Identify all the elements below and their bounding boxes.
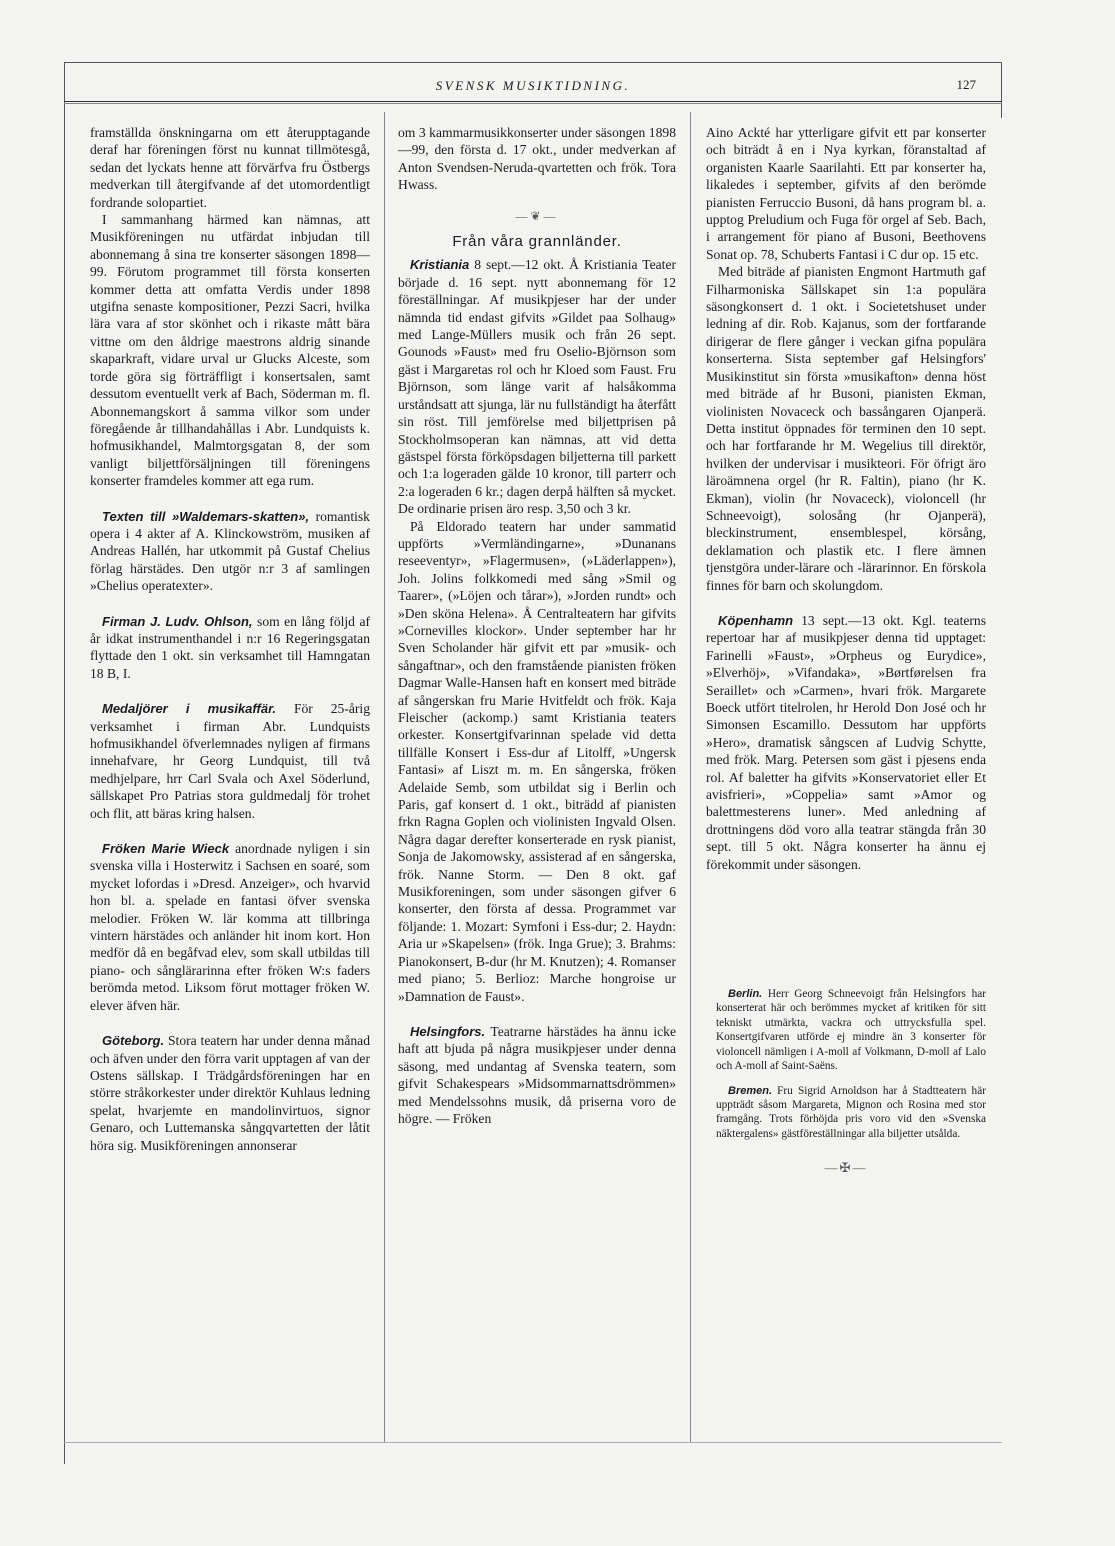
header-rule xyxy=(64,101,1002,102)
paragraph-lead: Texten till »Waldemars-skatten», xyxy=(102,508,310,524)
paragraph: Med biträde af pianisten Engmont Hartmuth gaf Filharmoniska Sällskapet sin 1:a populära säsongkonsert d. 1 okt. i Societetshuset under ledning af dir. Rob. Kajanus, som der fortfarande dirigerar de flere gånger i veckan gifna populära konserterna. Sista september gaf Helsingfors' Musikinstitut sin första »musikafton» denna höst med biträde af hr Busoni, pianisten Ekman, violinisten Novaceck och bassångaren Ojanperä. Detta institut öppnades för terminen den 10 sept. och har fortfarande hr M. Wegelius till direktör, hvilken der undervisar i musikteori. För öfrigt äro läroämnena orgel (hr R. Faltin), piano (hr K. Ekman), violin (hr Novaceck), violoncell (hr Schneevoigt), solosång (hr Ojanperä), bleckinstrument, ensemblespel, körsång, deklamation och plastik etc. I flere ämnen tjenstgöra under-lärare och -lärarinnor. En förskola finnes för barn och skolungdom. xyxy=(706,264,986,593)
paragraph: Helsingfors. Teatrarne härstädes ha ännu icke haft att bjuda på några musikpjeser under denna säsong, med undantag af Svenska teatern, som gifvit Schakespears »Midsommarnattsdrömmen» med Mendelssohns musik, då priserna voro de högre. — Fröken xyxy=(398,1023,676,1126)
paragraph: Aino Ackté har ytterligare gifvit ett par konserter och biträdt å en i Nya kyrkan, föranstaltad af organisten Kaarle Saarilahti. Ett par konserter ha, likaledes i september, gifvits af den berömde pianisten Ferruccio Busoni, då hans program bl. a. upptog Preludium och Fuga för orgel af Seb. Bach, i arrangement för piano af Busoni, Beethovens Sonat op. 78, Schuberts Fantasi i C dur op. 15 etc. xyxy=(706,125,986,262)
ornament-divider: —✠— xyxy=(824,1160,868,1176)
paragraph: Texten till »Waldemars-skatten», romantisk opera i 4 akter af A. Klinckowström, musiken af Andreas Hallén, har utkommit på Gustaf Chelius förlag härstädes. Den utgör n:r 3 af samlingen »Chelius operatexter». xyxy=(90,508,370,594)
paragraph: Firman J. Ludv. Ohlson, som en lång följd af år idkat instrumenthandel i n:r 16 Regeringsgatan flyttade den 1 okt. sin verksamhet till Hamngatan 18 B, I. xyxy=(90,613,371,681)
frame-top-rule xyxy=(64,62,1002,63)
section-heading: Från våra grannländer. xyxy=(452,233,622,251)
column-1 xyxy=(90,124,370,1154)
column-rule-1 xyxy=(384,112,385,1442)
paragraph: Medaljörer i musikaffär. För 25-årig verksamhet i firman Abr. Lundquists hofmusikhandel öfverlemnades nyligen af firmans innehafvare, hr Georg Lundquist, till två medhjelpare, hrr Carl Svala och Axel Söderlund, sällskapet Pro Patrias stora guldmedalj för trohet och flit, att bäras kring halsen. xyxy=(90,701,370,821)
paragraph: Bremen. Fru Sigrid Arnoldson har å Stadtteatern här uppträdt såsom Margareta, Mignon och Rosina med stor framgång. Trots förhöjda pris voro vid den »Svenska näktergalens» gästföreställningar alla biljetter utsålda. xyxy=(716,1084,986,1140)
journal-title: SVENSK MUSIKTIDNING. xyxy=(435,78,631,93)
column-rule-2 xyxy=(690,112,691,1442)
frame-left-rule xyxy=(64,62,65,1464)
paragraph-lead: Fröken Marie Wieck xyxy=(102,841,230,857)
paragraph: Berlin. Herr Georg Schneevoigt från Helsingfors har konserterat här och berömmes mycket af kritiken för sitt tekniskt utmärkta, vackra och uttrycksfulla spel. Konsertgifvaren utförde ej mindre än 3 konserter för violoncell nämligen i A-moll af Volkmann, D-moll af Lalo och A-moll af Saint-Saëns. xyxy=(716,988,986,1073)
paragraph-lead: Helsingfors. xyxy=(410,1023,486,1039)
paragraph-lead: Kristiania xyxy=(410,257,470,273)
paragraph-lead: Firman J. Ludv. Ohlson, xyxy=(102,613,253,629)
column-2 xyxy=(398,124,676,1127)
small-notice-bremen xyxy=(716,1084,986,1142)
paragraph-lead: Köpenhamn xyxy=(718,612,794,628)
bottom-rule xyxy=(64,1442,1002,1443)
paragraph-lead: Göteborg. xyxy=(102,1033,165,1049)
paragraph: Köpenhamn 13 sept.—13 okt. Kgl. teaterns repertoar har af musikpjeser denna tid upptaget: Farinelli »Faust», »Orpheus og Eurydice», »Elverhöj», »Vifandaka», »Børtførelsen fra Seraillet» och »Carmen», hvari frök. Margarete Boeck utfört titelrolen, hr Herold Don José och hr Simonsen Escamillo. Dessutom har uppförts »Hero», dramatisk sångscen af Ludvig Schytte, med frök. Marg. Petersen som gäst i pjesens enda rol. Af baletter ha gifvits »Konservatoriet eller Et avisfrieri», »Coppelia» samt »Amor og balettmesterens luner». Med anledning af drottningens död voro alla teatrar stängda från 30 sept. till 5 okt. Några konserter ha ännu ej förekommit under säsongen. xyxy=(706,612,986,872)
running-header xyxy=(64,74,1002,98)
header-rule-thin xyxy=(64,103,1002,104)
paragraph: På Eldorado teatern har under sammatid uppförts »Vermländingarne», »Dunanans reseeventyr», »Flagermusen», (»Läderlappen»), Joh. Jolins folkkomedi med sång »Smil og Taarer», (»Löjen och tårar»), »Jorden rundt» och »Den sköna Helena». Å Centralteatern har gifvits »Cornevilles klockor». Under september har hr Sven Scholander här gifvit ett par »musik- och sångaftnar», och den framstående pianisten fröken Dagmar Walle-Hansen haft en konsert med biträde af sångerskan fru Marie Hvitfeldt och frök. Kaja Fleischer (ackomp.) samt Kristiania teaters orkester. Konsertgifvarinnan spelade vid detta tillfälle Konsert i Ess-dur af Litolff, »Ungersk Fantasi» af Liszt m. m. En sångerska, fröken Adelaide Semb, som utbildat sig i Berlin och Paris, gaf konsert d. 1 okt., biträdd af pianisten frkn Ragna Goplen och violinisten Ingvald Olsen. Några dagar derefter konserterade en rysk pianist, Sonja de Jakomowsky, assisterad af en sångerska, frök. Nanne Storm. — Den 8 okt. gaf Musikforeningen, som under säsongen gifver 6 konserter, den första af dessa. Programmet var följande: 1. Mozart: Symfoni i Ess-dur; 2. Haydn: Aria ur »Skapelsen» (frök. Inga Grue); 3. Brahms: Pianokonsert, B-dur (hr M. Knutzen); 4. Romanser med piano; 5. Berlioz: Marche hongroise ur »Damnation de Faust». xyxy=(398,518,676,1004)
ornament-divider: —❦— xyxy=(515,208,559,223)
paragraph-lead: Bremen. xyxy=(728,1084,773,1097)
page-number: 127 xyxy=(956,77,976,92)
paragraph: Göteborg. Stora teatern har under denna månad och äfven under den förra varit upptagen af van der Ostens sällskap. I Trädgårdsföreningen har en större stråkorkester under direktör Kuhlaus ledning spelat, hvarjemte en mandolinvirtuos, signor Genaro, och Luttemanska sångqvartetten der låtit höra sig. Musikföreningen annonserar xyxy=(90,1033,370,1153)
small-notice-berlin xyxy=(716,987,986,1073)
paragraph: Fröken Marie Wieck anordnade nyligen i sin svenska villa i Hosterwitz i Sachsen en soaré, som mycket lofordas i »Dresd. Anzeiger», och hvarvid hon bl. a. spelade en fantasi öfver svenska melodier. Fröken W. lär komma att tillbringa vintern härstädes och anländer hit inom kort. Hon medför då en begåfvad elev, som skall utbildas till piano- och sånglärarinna efter fröken W:s faders berömda metod. Liksom förut mottager fröken W. elever äfven här. xyxy=(90,841,371,1013)
column-3 xyxy=(706,124,986,1177)
paragraph: framställda önskningarna om ett återupptagande deraf har föreningen först nu kunnat tillmötesgå, sedan det lyckats henne att förvärfva fru Östbergs medverkan till återgifvande af det utomordentligt fordrande solopartiet. xyxy=(90,125,370,210)
paragraph-lead: Medaljörer i musikaffär. xyxy=(102,701,277,717)
paragraph: om 3 kammarmusikkonserter under säsongen 1898—99, den första d. 17 okt., under medverkan af Anton Svendsen-Neruda-qvartetten och frök. Tora Hwass. xyxy=(398,125,676,193)
paragraph: I sammanhang härmed kan nämnas, att Musikföreningen nu utfärdat inbjudan till abonnemang å sina tre konserter säsongen 1898—99. Förutom programmet till första konserten kommer detta att omfatta Verdis under 1898 utgifna senaste kompositioner, Pezzi Sacri, hvilka lära vara af stor skönhet och i rikaste mått bära vittne om den åldrige maestrons aldrig sinande skaparkraft, vidare urval ur Glucks Alceste, som torde göra sig förträffligt i konsertsalen, samt dessutom eventuellt verk af Bach, Söderman m. fl. Abonnemangskort å samma vilkor som under föregående år tillhandahållas i Abr. Lundquists k. hofmusikhandel, Malmtorgsgatan 8, der som vanligt biljettförsäljningen till föreningens konserter framdeles kommer att ega rum. xyxy=(90,212,370,489)
paragraph-lead: Berlin. xyxy=(728,988,763,1001)
paragraph: Kristiania 8 sept.—12 okt. Å Kristiania Teater började d. 16 sept. nytt abonnemang för 12 föreställningar. Af musikpjeser har der under nämnda tid endast gifvits »Gildet paa Solhaug» med Lange-Müllers musik och från 26 sept. Gounods »Faust» med fru Oselio-Björnson som gäst i Margaretas rol och hr Kloed som Faust. Fru Björnson, som länge varit af halsåkomma urståndsatt att sjunga, lär nu fullständigt ha återfått sin röst. Till jemförelse med biljettprisen på Stockholmsoperan kan nämnas, att vid detta gästspel första förköpsdagen biljetterna till parkett och 1:a logeraden gälde 10 kronor, till parterr och 2:a logeraden 6 kr.; dagen derpå hälften så mycket. De ordinarie prisen äro resp. 3,50 och 3 kr. xyxy=(398,257,676,517)
